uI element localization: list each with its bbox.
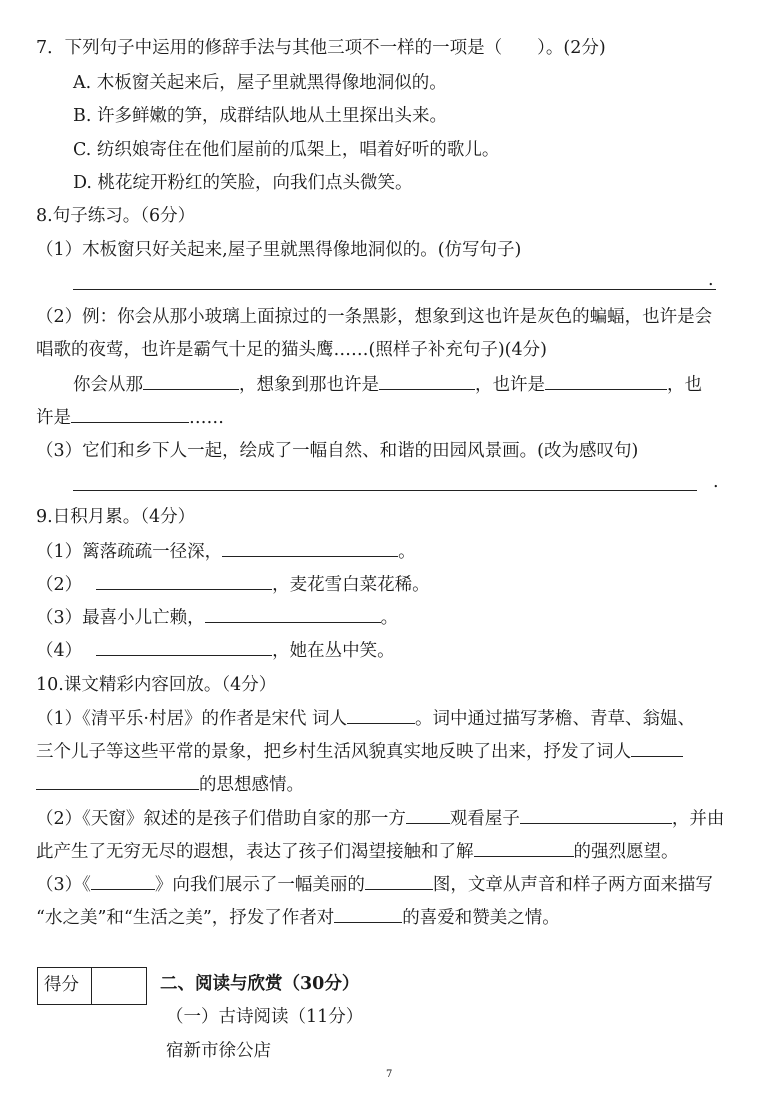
q10-part1-line3 — [36, 772, 304, 797]
q9-item-3-text: （3）最喜小儿亡赖， — [36, 608, 205, 628]
q7-option-a: A. 木板窗关起来后，屋子里就黑得像地洞似的。 — [73, 73, 447, 93]
q7-option-b: B. 许多鲜嫩的笋，成群结队地从土里探出头来。 — [73, 106, 447, 126]
q9-item-1 — [36, 539, 416, 564]
q8-part3: （3）它们和乡下人一起，绘成了一幅自然、和谐的田园风景画。(改为感叹句) — [36, 441, 639, 461]
poem-title: 宿新市徐公店 — [166, 1041, 271, 1061]
score-box — [37, 967, 147, 1005]
q8-title: 8.句子练习。（6分） — [36, 206, 196, 226]
q7-stem: 7．下列句子中运用的修辞手法与其他三项不一样的一项是（ ）。(2分) — [36, 38, 606, 58]
q10-part3-line1 — [36, 872, 713, 897]
q10-blank-feeling-1[interactable] — [631, 739, 683, 757]
q10-a1: （1）《清平乐·村居》的作者是宋代 词人 — [36, 709, 348, 729]
q9-item-4-end: ，她在丛中笑。 — [272, 641, 395, 661]
q8-answer-line-3[interactable] — [73, 490, 697, 491]
q8-blank-2[interactable] — [379, 372, 475, 390]
q10-part1-line2 — [36, 739, 683, 764]
q8-answer-line-1[interactable] — [73, 289, 716, 290]
q9-item-2 — [36, 572, 430, 597]
q10-part3-line2 — [36, 905, 560, 930]
q8-blank-1[interactable] — [143, 372, 239, 390]
q10-a3: 三个儿子等这些平常的景象，把乡村生活风貌真实地反映了出来，抒发了词人 — [36, 742, 631, 762]
q10-blank-world[interactable] — [474, 839, 574, 857]
q10-c2: 》向我们展示了一幅美丽的 — [154, 875, 365, 895]
q9-blank-2[interactable] — [96, 572, 272, 590]
q8-fill-text-5: 许是 — [36, 408, 71, 428]
section-2-subheading: （一）古诗阅读（11分） — [166, 1007, 364, 1027]
q9-item-2-end: ，麦花雪白菜花稀。 — [272, 575, 430, 595]
q10-c1: （3）《 — [36, 875, 91, 895]
q10-c3: 图，文章从声音和样子两方面来描写 — [432, 875, 713, 895]
q10-c5: 的喜爱和赞美之情。 — [402, 908, 560, 928]
q10-title: 10.课文精彩内容回放。（4分） — [36, 675, 277, 695]
q10-blank-poet[interactable] — [347, 706, 415, 724]
q9-item-4-text: （4） — [36, 641, 83, 661]
q8-fill-text-3: ，也许是 — [475, 375, 545, 395]
q8-part2-fill-row-2 — [36, 405, 224, 430]
q9-item-1-text: （1）篱落疏疏一径深， — [36, 542, 223, 562]
q8-blank-4[interactable] — [71, 405, 189, 423]
q8-fill-text-2: ，想象到那也许是 — [239, 375, 379, 395]
q9-blank-1[interactable] — [222, 539, 398, 557]
q10-part2-line1 — [36, 806, 724, 831]
q10-b4: 此产生了无穷无尽的遐想，表达了孩子们渴望接触和了解 — [36, 842, 474, 862]
q10-part1-line1 — [36, 706, 695, 731]
q10-blank-feeling-2[interactable] — [36, 772, 199, 790]
q8-fill-text-4: ，也 — [667, 375, 702, 395]
q10-b2: 观看屋子 — [449, 809, 520, 829]
q9-item-3 — [36, 605, 398, 630]
q8-blank-3[interactable] — [545, 372, 667, 390]
q10-a4: 的思想感情。 — [199, 775, 304, 795]
q10-b3: ，并由 — [671, 809, 725, 829]
page-number: 7 — [386, 1069, 393, 1080]
q8-part3-period: . — [713, 472, 719, 492]
q9-item-4 — [36, 638, 395, 663]
q10-part2-line2 — [36, 839, 679, 864]
q10-c4: “水之美”和“生活之美”，抒发了作者对 — [36, 908, 335, 928]
q10-blank-picture[interactable] — [365, 872, 433, 890]
q7-option-d: D. 桃花绽开粉红的笑脸，向我们点头微笑。 — [73, 173, 413, 193]
q10-blank-title[interactable] — [91, 872, 155, 890]
q7-option-c: C. 纺织娘寄住在他们屋前的瓜架上，唱着好听的歌儿。 — [73, 140, 500, 160]
q10-blank-window[interactable] — [406, 806, 450, 824]
q9-blank-4[interactable] — [96, 638, 272, 656]
q10-a2: 。词中通过描写茅檐、青草、翁媪、 — [415, 709, 696, 729]
q9-item-3-end: 。 — [380, 608, 399, 628]
score-label: 得分 — [38, 968, 92, 1004]
q8-part2-fill-row — [73, 372, 702, 397]
q9-item-2-text: （2） — [36, 575, 83, 595]
section-2-heading: 二、阅读与欣赏（30分） — [160, 974, 360, 994]
q9-title: 9.日积月累。（4分） — [36, 507, 196, 527]
q8-fill-text-6: …… — [189, 408, 224, 428]
q8-part2-line2: 唱歌的夜莺，也许是霸气十足的猫头鹰……(照样子补充句子)(4分) — [36, 340, 547, 360]
q10-blank-object[interactable] — [334, 905, 402, 923]
q8-part1: （1）木板窗只好关起来,屋子里就黑得像地洞似的。(仿写句子) — [36, 240, 522, 260]
q10-b1: （2）《天窗》叙述的是孩子们借助自家的那一方 — [36, 809, 406, 829]
q8-fill-text-1: 你会从那 — [73, 375, 143, 395]
q8-part2-line1: （2）例：你会从那小玻璃上面掠过的一条黑影，想象到这也许是灰色的蝙蝠，也许是会 — [36, 307, 713, 327]
q9-blank-3[interactable] — [205, 605, 381, 623]
q10-blank-outside[interactable] — [520, 806, 672, 824]
q9-item-1-end: 。 — [398, 542, 416, 562]
q8-part1-period: . — [708, 270, 714, 290]
q10-b5: 的强烈愿望。 — [573, 842, 679, 862]
score-entry-cell[interactable] — [92, 968, 146, 1004]
